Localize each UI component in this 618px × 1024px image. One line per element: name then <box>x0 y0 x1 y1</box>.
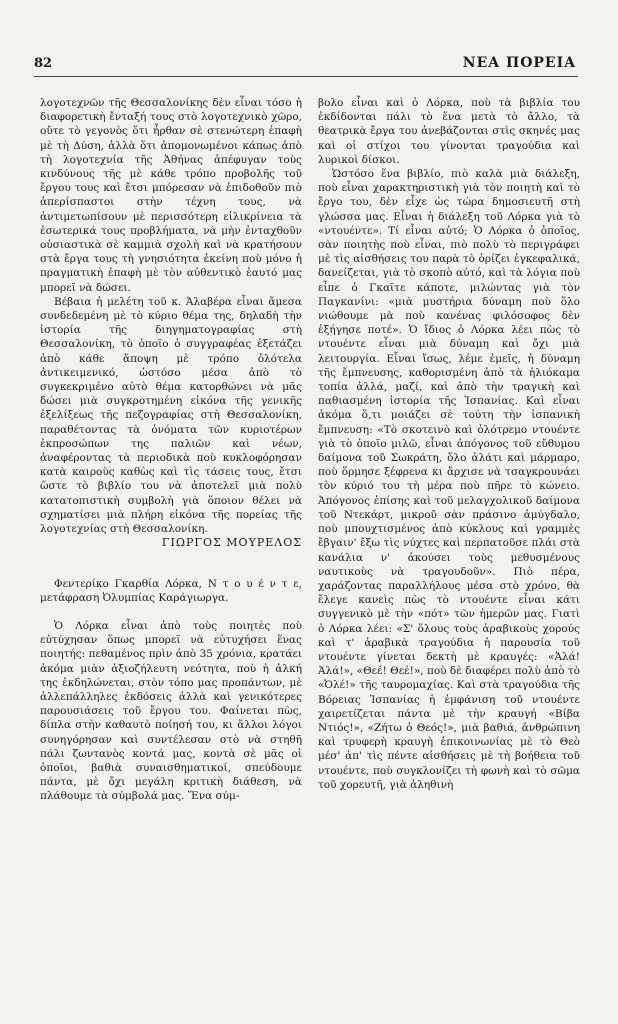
right-column <box>318 96 580 792</box>
running-head: ΝΕΑ ΠΟΡΕΙΑ <box>462 55 576 71</box>
paragraph: Βέβαια ἡ μελέτη τοῦ κ. Ἀλαβέρα εἶναι ἄμεσα συνδεδεμένη μὲ τὸ κύριο θέμα της, δηλαδὴ τὴν ἱστορία τῆς διηγηματογραφίας στὴ Θεσσαλονίκη, τὸ ὁποῖο ὁ συγγραφέας ἐξετάζει ἀπὸ κάθε ἄποψη μὲ τρόπο ὁλότελα ἀντικειμενικό, ὡστόσο μέσα ἀπὸ τὸ συγκεκριμένο αὐτὸ θέμα κατορθώνει νὰ μᾶς δώσει μιὰ συγκροτημένη εἰκόνα τῆς γενικῆς ἐξελίξεως τῆς πεζογραφίας στὴ Θεσσαλονίκη, παραθέτοντας τὰ ὀνόματα τῶν κυριοτέρων ἐκπροσώπων της παλιῶν καὶ νέων, ἀναφέροντας τὰ περιοδικὰ ποὺ κυκλοφόρησαν κατὰ καιροὺς καθὼς καὶ τὶς τάσεις τους, ἔτσι ὥστε τὸ βιβλίο του νὰ ἀποτελεῖ μιὰ πολὺ κατατοπιστικὴ συμβολὴ γιὰ ὅποιον θέλει νὰ σχηματίσει μιὰ πλήρη εἰκόνα τῆς πορείας τῆς λογοτεχνίας στὴ Θεσσαλονίκη. <box>40 295 302 536</box>
paragraph: βολο εἶναι καὶ ὁ Λόρκα, ποὺ τὰ βιβλία του ἐκδίδονται πάλι τὸ ἕνα μετὰ τὸ ἄλλο, τὰ θεατρικὰ ἔργα του ἀνεβάζονται στὶς σκηνές μας καὶ οἱ στίχοι του γίνονται τραγούδια καὶ λυρικοὶ δίσκοι. <box>318 97 580 166</box>
paragraph: Ὁ Λόρκα εἶναι ἀπὸ τοὺς ποιητὲς ποὺ εὐτύχησαν ὅπως μπορεῖ νὰ εὐτυχήσει ἕνας ποιητής: πεθαμένος πρὶν ἀπὸ 35 χρόνια, κρατάει ἀκόμα μιὰν ἀξιοζήλευτη νεότητα, ποὺ ἡ ἀλκή της ἐκδηλώνεται, στὸν τόπο μας προπάντων, μὲ ἀλλεπάλληλες ἐκδόσεις ἀλλὰ καὶ γενικότερες παρουσιάσεις τοῦ ἔργου του. Φαίνεται πὼς, δίπλα στὴν καθαυτὸ ποίησή του, κι ἄλλοι λόγοι συνηγόρησαν καὶ συντέλεσαν στὸ νὰ στηθῆ πάλι ζωντανὸς κοντά μας, κοντὰ σὲ μᾶς οἱ ὁποῖοι, βαθιὰ συναισθηματικοί, σπεύδουμε πάντα, μὲ ὄχι μεγάλη κριτικὴ διάθεση, νὰ πλάθουμε τὰ σύμβολά μας. Ἕνα σύμ- <box>40 619 302 803</box>
header-rule <box>34 76 578 77</box>
review-heading: Φεντερίκο Γκαρθία Λόρκα, Ν τ ο υ έ ν τ ε, μετάφραση Ὀλυμπίας Καράγιωργα. <box>40 577 302 604</box>
paragraph: Ὡστόσο ἕνα βιβλίο, πιὸ καλὰ μιὰ διάλεξη, ποὺ εἶναι χαρακτηριστικὴ γιὰ τὸν ποιητὴ καὶ τὸ ἔργο του, δὲν εἶχε ὡς τώρα δημοσιευτῆ στὴ γλώσσα μας. Εἶναι ἡ διάλεξη τοῦ Λόρκα γιὰ τὸ «ντουέντε». Τί εἶναι αὐτό; Ὁ Λόρκα ὁ ὁποῖος, σὰν ποιητὴς ποὺ εἶναι, πιὸ πολὺ τὸ περιγράφει μὲ τὶς αἰσθήσεις του παρὰ τὸ ὁρίζει ἐγκεφαλικά, δανείζεται, γιὰ τὸ σκοπὸ αὐτό, καὶ τὰ λόγια ποὺ εἶπε ὁ Γκαῖτε κάποτε, μιλώντας γιὰ τὸν Παγκανίνι: «μιὰ μυστήρια δύναμη ποὺ ὅλο νιώθουμε μὰ ποὺ κανένας φιλόσοφος δὲν ἐξήγησε ποτέ». Ὁ ἴδιος ὁ Λόρκα λέει πὼς τὸ ντουέντε εἶναι μιὰ δύναμη καὶ ὄχι μιὰ λειτουργία. Εἶναι ἴσως, λέμε ἐμεῖς, ἡ δύναμη τῆς ἔμπνευσης, καθορισμένη ἀπὸ τὰ ἡλιόκαμα τοπία ἀλλά, μαζί, καὶ ἀπὸ τὴν τραγικὴ καὶ παθιασμένη ἱστορία τῆς Ἰσπανίας. Καὶ εἶναι ἀκόμα ὅ,τι μοιάζει σὲ τούτη τὴν ἰσπανικὴ ἔμπνευση: «Τὸ σκοτεινὸ καὶ ὁλότρεμο ντουέντε γιὰ τὸ ὁποῖο μιλῶ, εἶναι ἀπόγονος τοῦ εὔθυμου δαίμονα τοῦ Σωκράτη, ὅλο ἀλάτι καὶ μάρμαρο, ποὺ ὅρμησε ξέφρενα κι ἄρχισε νὰ τσαγκρουνάει τὸν κύριό του τὴ μέρα ποὺ πῆρε τὸ κώνειο. Ἀπόγονος ἐπίσης καὶ τοῦ μελαγχολικοῦ δαίμονα τοῦ Ντεκάρτ, μικροῦ σὰν πράσινο ἀμύγδαλο, ποὺ μπουχτισμένος ἀπὸ κύκλους καὶ γραμμὲς ἔβγαιν' ἔξω τὶς νύχτες καὶ περπατοῦσε πλάι στὰ κανάλια ν' ἀκούσει τοὺς μεθυσμένους ναυτικοὺς νὰ τραγουδοῦν». Πιὸ πέρα, χαράζοντας παραλλήλους μέσα στὸ χρόνο, θὰ ἔλεγε κανεὶς πὼς τὸ ντουέντε εἶναι κάτι συγγενικὸ μὲ τὴν «πότ» τῶν ἡμερῶν μας. Γιατὶ ὁ Λόρκα λέει: «Σ' ὅλους τοὺς ἀραβικοὺς χορούς καὶ τ' ἀραβικὰ τραγούδια ἡ παρουσία τοῦ ντουέντε γίνεται δεκτὴ μὲ κραυγές: «Ἀλά! Ἀλά!», «Θεέ! Θεέ!», ποὺ δὲ διαφέρει πολὺ ἀπὸ τὸ «Ὀλέ!» τῆς ταυρομαχίας. Καὶ στὰ τραγούδια τῆς Βόρειας Ἰσπανίας ἡ ἐμφάνιση τοῦ ντουέντε χαιρετίζεται πάντα μὲ τὴν κραυγή «Βίβα Ντιός!», «Ζήτω ὁ Θεός!», μιὰ βαθιά, ἀνθρώπινη καὶ τρυφερὴ κραυγὴ ἐπικοινωνίας μὲ τὸ Θεὸ μέσ' ἀπ' τὶς πέντε αἰσθήσεις μὲ τὴ βοήθεια τοῦ ντουέντε, ποὺ συγκλονίζει τὴ φωνὴ καὶ τὸ σῶμα τοῦ χορευτῆ, γιὰ ἀληθινὴ <box>318 168 580 791</box>
left-column <box>40 96 302 804</box>
paragraph: λογοτεχνῶν τῆς Θεσσαλονίκης δὲν εἶναι τόσο ἡ διαφορετικὴ ἔνταξή τους στὸ λογοτεχνικὸ χῶρο, οὔτε τὸ γεγονὸς ὅτι ἦρθαν σὲ στενώτερη ἐπαφὴ μὲ τὴ Δύση, ἀλλὰ ὅτι ἀπομονωμένοι κάπως ἀπὸ τὴ λογοτεχνία τῆς Ἀθήνας ἀπέφυγαν τοὺς κινδύνους τῆς μὲ κάθε τρόπο προβολῆς τοῦ ἔργου τους καὶ ἔτσι μπόρεσαν νὰ ἐπιδοθοῦν πιὸ ἀπερίσπαστοι στὴν τέχνη τους, νὰ ἀντιμετωπίσουν μὲ περισσότερη εἰλικρίνεια τὰ ἐσωτερικά τους προβλήματα, νὰ μὴν ἐνταχθοῦν οὐσιαστικὰ σὲ καμμιὰ σχολὴ καὶ νὰ κρατήσουν στὰ ἔργα τους τὴ γνησιότητα ἐκείνη ποὺ μόνο ἡ πραγματικὴ ἐπαφὴ μὲ τὸν αὐθεντικὸ ἑαυτό μας μπορεῖ νὰ δώσει. <box>40 97 302 294</box>
page-number: 82 <box>34 56 53 71</box>
author-signature: ΓΙΩΡΓΟΣ ΜΟΥΡΕΛΟΣ <box>161 536 302 550</box>
